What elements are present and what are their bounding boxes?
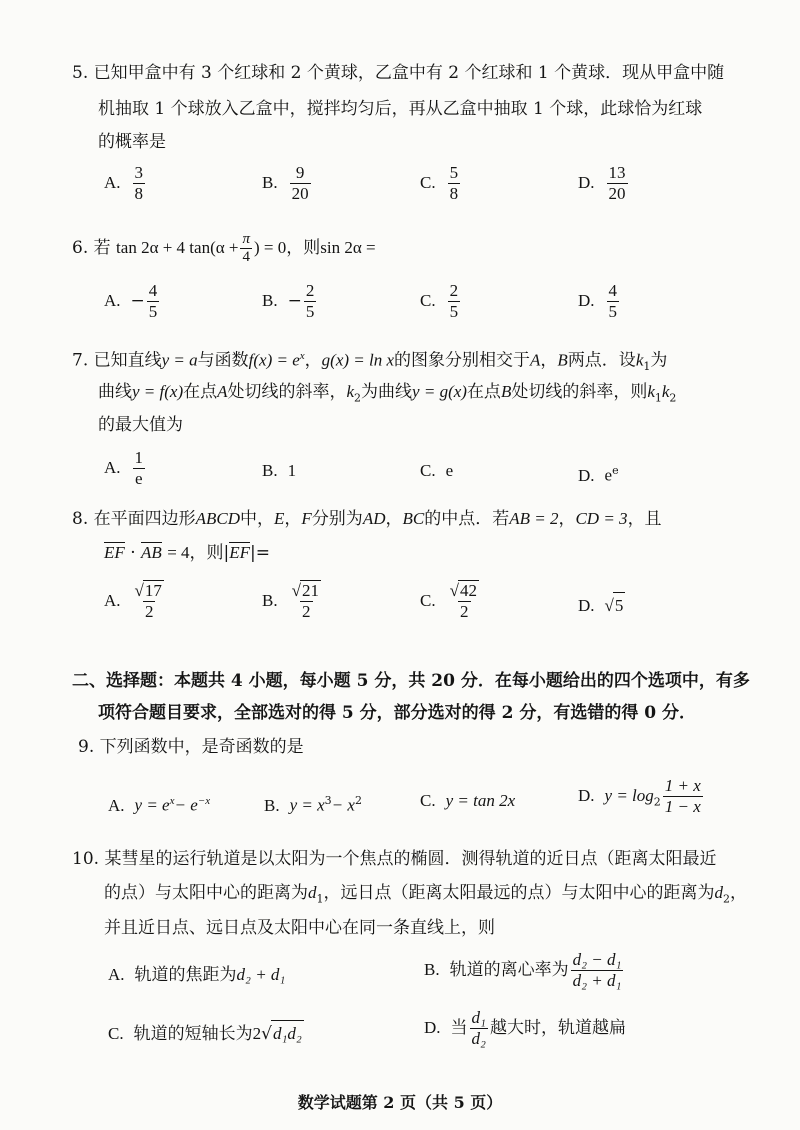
q5-option-c[interactable]: C. $\frac{5}{8}$ bbox=[420, 163, 459, 203]
q6-option-a[interactable]: A. − $\frac{4}{5}$ bbox=[104, 281, 158, 321]
q8-option-d[interactable]: D. √ 5 bbox=[578, 592, 625, 619]
q9-option-a[interactable]: A. $y = e^x- e^{-x}$ bbox=[108, 795, 211, 815]
vector-ef-abs: EF bbox=[229, 543, 251, 562]
q9-option-d[interactable]: D. $y = \log_2$ $\frac{1 + x}{1 - x}$ bbox=[578, 776, 701, 816]
q8-line1: 8. 在平面四边形ABCD中，E，F分别为AD，BC的中点．若AB = 2，CD = 3，且 bbox=[72, 509, 662, 529]
q10-number: 10. bbox=[72, 849, 100, 869]
q7-line1: 7. 已知直线y = a与函数$f(x) = e^x$，g(x) = ln x的图象分别相交于A，B两点．设$k_1$为 bbox=[72, 350, 668, 374]
q10-line1: 10. 某彗星的运行轨道是以太阳为一个焦点的椭圆．测得轨道的近日点（距离太阳最近 bbox=[72, 849, 717, 869]
q5-b-fraction: $\frac{9}{20}$ bbox=[291, 163, 309, 203]
q10-option-b[interactable]: B. 轨道的离心率为 $\frac{\text{d₂ − d₁}}{\text{d₂ + d₁}}$ bbox=[424, 950, 622, 990]
vector-ab: AB bbox=[141, 543, 162, 562]
section2-heading-line2: 项符合题目要求，全部选对的得 5 分，部分选对的得 2 分，有选错的得 0 分． bbox=[98, 703, 696, 723]
q7-number: 7. bbox=[72, 350, 89, 371]
q5-option-a[interactable]: A. $\frac{3}{8}$ bbox=[104, 163, 144, 203]
q8-line2: EF · AB = 4，则|EF|= bbox=[104, 543, 271, 563]
q9-number: 9. bbox=[78, 737, 95, 757]
q6-line: 6. 若 tan 2α + 4 tan(α + $\frac{\pi}{4}$ ) = 0，则sin 2α = bbox=[72, 231, 376, 265]
q8-option-a[interactable]: A. √ 17 2 bbox=[104, 581, 162, 621]
q5-line2: 机抽取 1 个球放入乙盒中，搅拌均匀后，再从乙盒中抽取 1 个球，此球恰为红球 bbox=[98, 99, 703, 119]
page-footer: 数学试题第 2 页（共 5 页） bbox=[297, 1093, 503, 1112]
vector-ef: EF bbox=[104, 543, 125, 562]
q9-line: 9. 下列函数中，是奇函数的是 bbox=[78, 737, 304, 757]
q9-option-c[interactable]: C. y = tan 2x bbox=[420, 791, 516, 810]
q6-expression-sin: sin 2α = bbox=[320, 238, 376, 257]
q6-expression-tan: tan 2α + 4 tan(α + bbox=[116, 238, 239, 257]
q5-a-fraction: $\frac{3}{8}$ bbox=[134, 163, 144, 203]
q10-line3: 并且近日点、远日点及太阳中心在同一条直线上，则 bbox=[104, 918, 495, 938]
q8-number: 8. bbox=[72, 509, 89, 529]
q5-option-d[interactable]: D. $\frac{13}{20}$ bbox=[578, 163, 626, 203]
q7-option-a[interactable]: A. $\frac{1}{e}$ bbox=[104, 448, 144, 488]
q9-option-b[interactable]: B. $y = x^3- x^2$ bbox=[264, 794, 362, 815]
q7-option-d[interactable]: D. $e^e$ bbox=[578, 464, 619, 485]
q10-line2: 的点）与太阳中心的距离为$d_1$，远日点（距离太阳最远的点）与太阳中心的距离为$d_2$， bbox=[104, 883, 747, 906]
q7-line2: 曲线y = f(x)在点A处切线的斜率，$k_2$为曲线y = g(x)在点B处切线的斜率，则$k_1k_2$ bbox=[98, 382, 677, 405]
q10-option-d[interactable]: D. 当 $\frac{\text{d₁}}{\text{d₂}}$ 越大时，轨道越扁 bbox=[424, 1008, 626, 1048]
q6-option-d[interactable]: D. $\frac{4}{5}$ bbox=[578, 281, 618, 321]
q5-text-1: 已知甲盒中有 3 个红球和 2 个黄球，乙盒中有 2 个红球和 1 个黄球．现从甲盒中随 bbox=[93, 63, 725, 83]
q10-option-a[interactable]: A. 轨道的焦距为d₂ + d₁ bbox=[108, 965, 286, 985]
q5-option-b[interactable]: B. $\frac{9}{20}$ bbox=[262, 163, 309, 203]
section2-heading-line1: 二、选择题：本题共 4 小题，每小题 5 分，共 20 分．在每小题给出的四个选项中，有多 bbox=[72, 671, 750, 691]
q5-line3: 的概率是 bbox=[98, 132, 166, 152]
q5-c-fraction: $\frac{5}{8}$ bbox=[449, 163, 459, 203]
q7-option-c[interactable]: C. e bbox=[420, 461, 454, 480]
q10-option-c[interactable]: C. 轨道的短轴长为2 √ d₁d₂ bbox=[108, 1020, 304, 1047]
q5-d-fraction: $\frac{13}{20}$ bbox=[608, 163, 626, 203]
q5-number: 5. bbox=[72, 63, 89, 83]
q6-pi-over-4: $\frac{\pi}{4}$ bbox=[242, 231, 250, 265]
q7-option-b[interactable]: B. 1 bbox=[262, 461, 297, 480]
q5-line1 bbox=[72, 60, 724, 86]
q8-option-c[interactable]: C. √ 42 2 bbox=[420, 581, 477, 621]
q8-option-b[interactable]: B. √ 21 2 bbox=[262, 581, 319, 621]
q7-line3: 的最大值为 bbox=[98, 415, 183, 435]
q6-option-c[interactable]: C. $\frac{2}{5}$ bbox=[420, 281, 459, 321]
q6-number: 6. bbox=[72, 238, 89, 258]
q6-option-b[interactable]: B. − $\frac{2}{5}$ bbox=[262, 281, 315, 321]
